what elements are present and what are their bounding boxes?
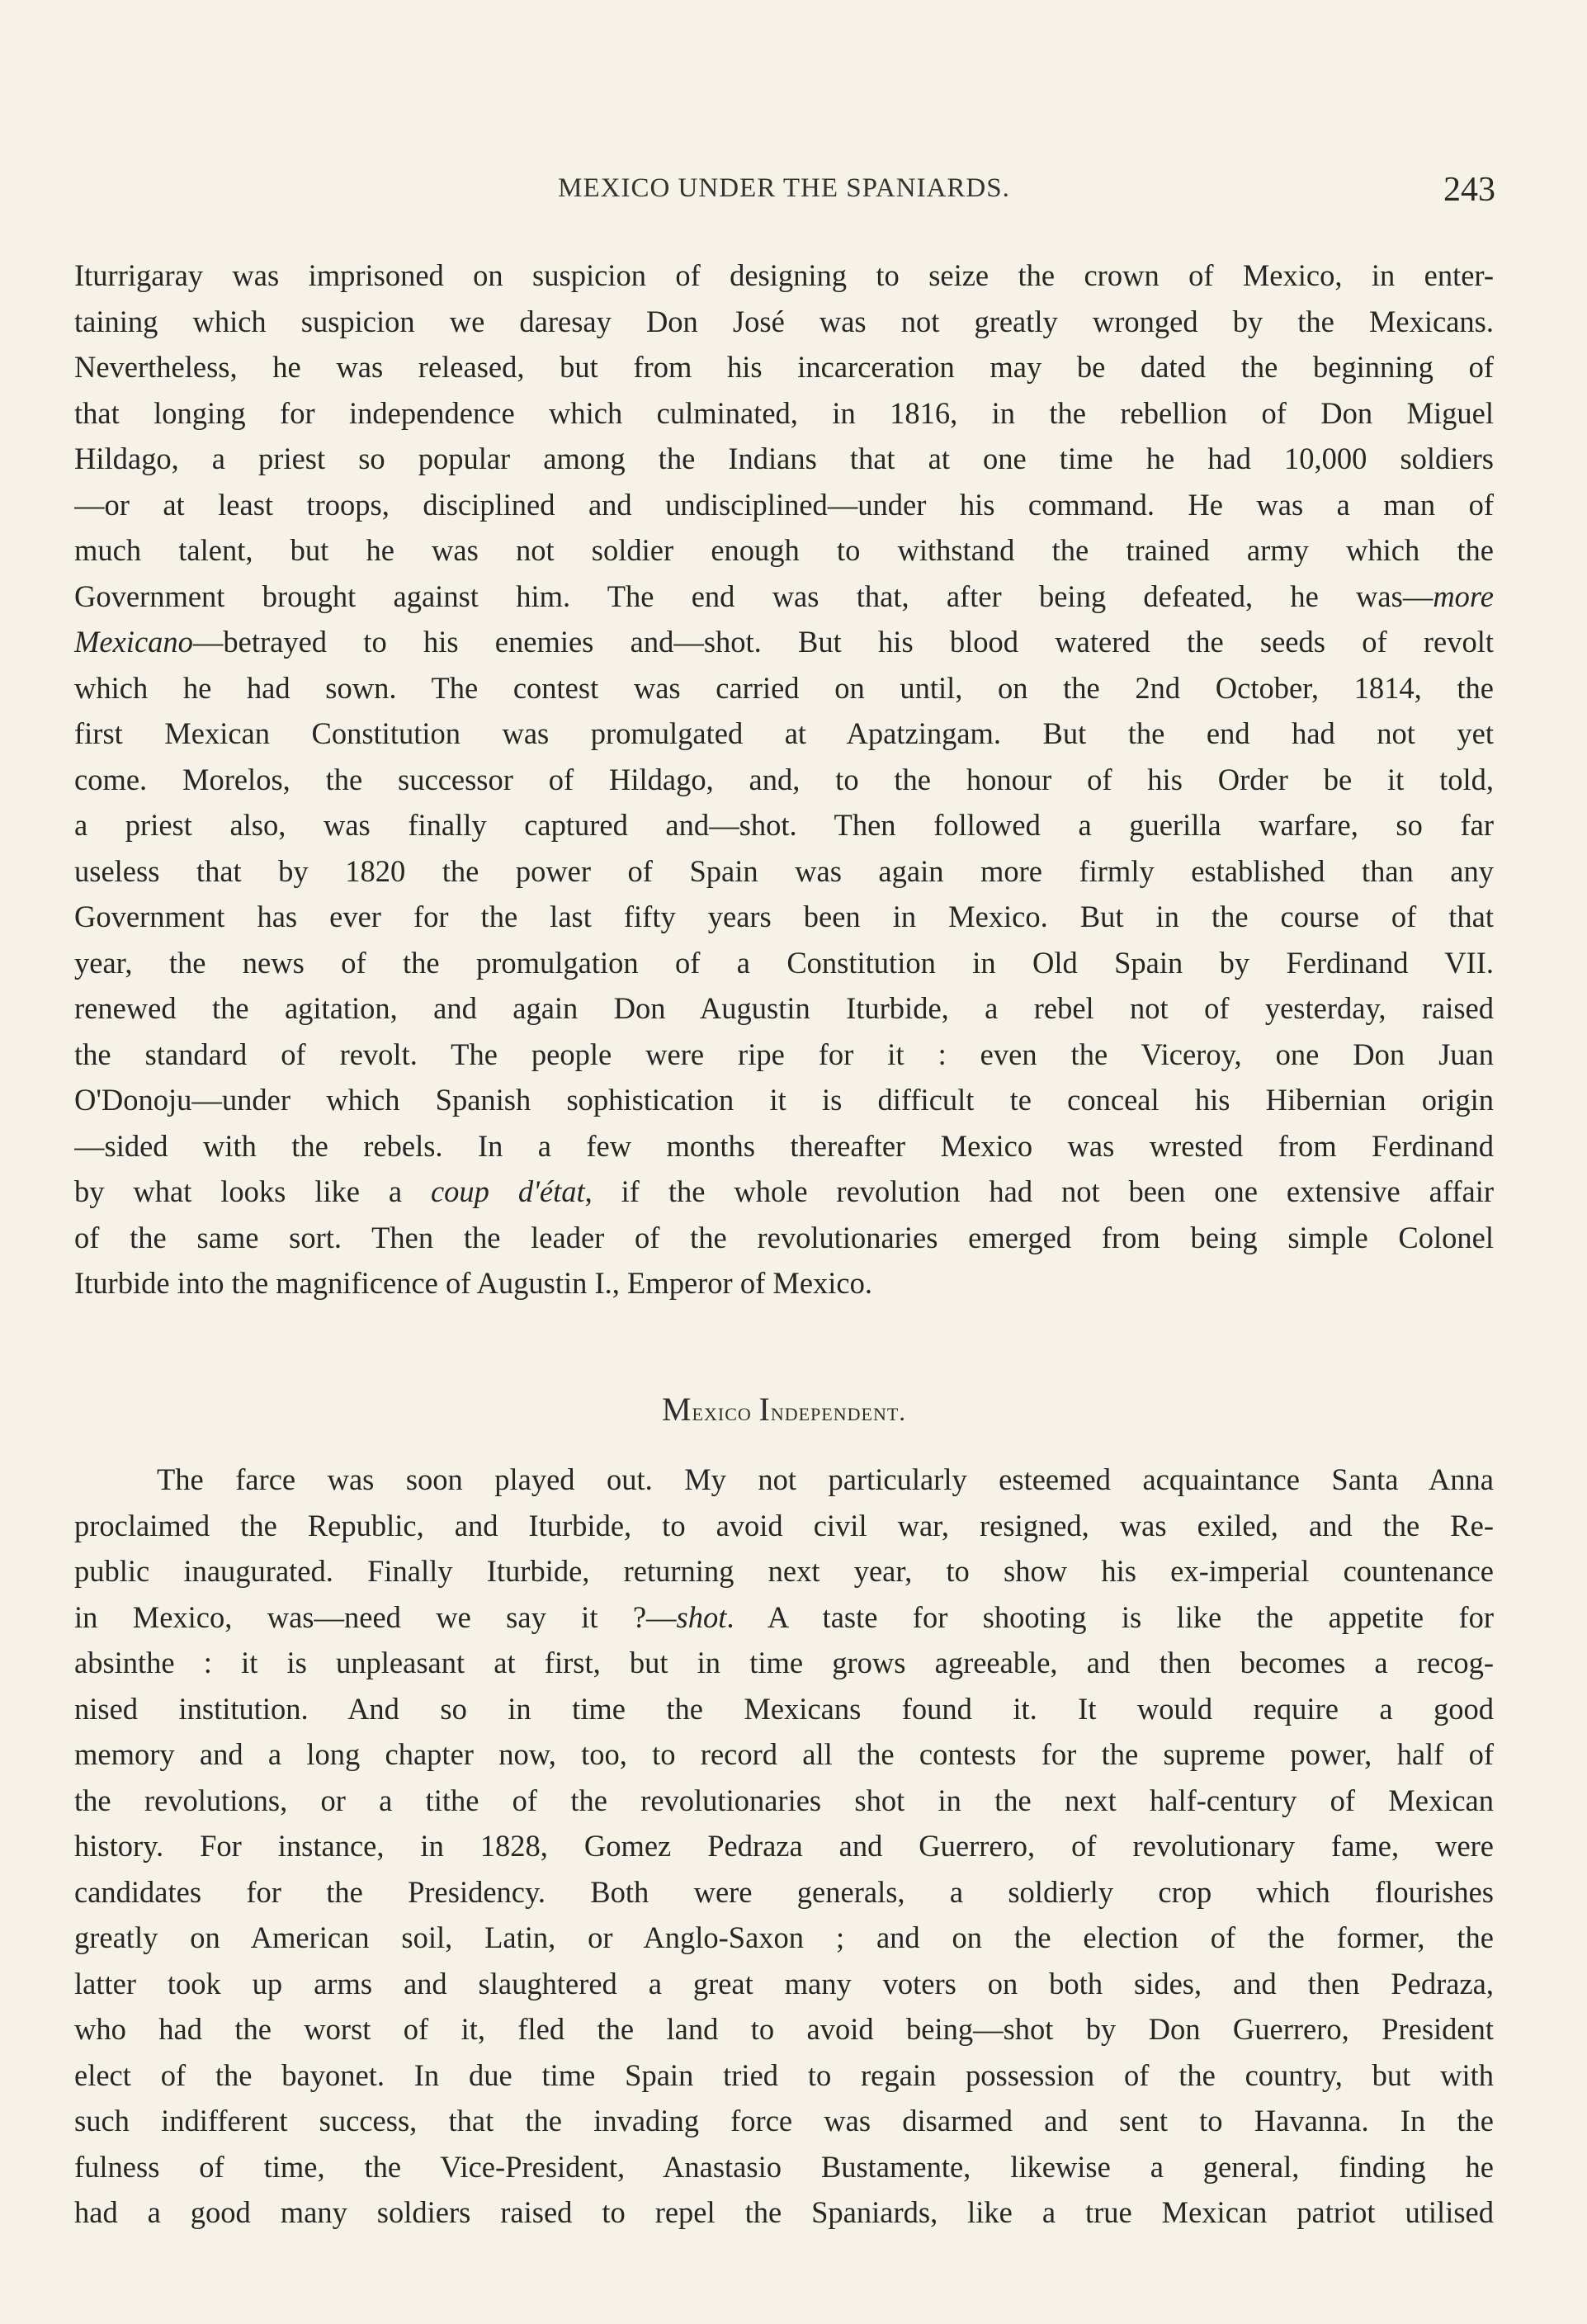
text-line: year, the news of the promulgation of a Constitution in Old Spain by Ferdinand VII. bbox=[74, 945, 1494, 980]
text-line: Iturrigaray was imprisoned on suspicion of designing to seize the crown of Mexico, in enter- bbox=[74, 258, 1494, 292]
text-line: had a good many soldiers raised to repel the Spaniards, like a true Mexican patriot utilised bbox=[74, 2195, 1494, 2229]
text-line: candidates for the Presidency. Both were generals, a soldierly crop which flourishes bbox=[74, 1874, 1494, 1909]
text-line: The farce was soon played out. My not particularly esteemed acquaintance Santa Anna bbox=[157, 1462, 1494, 1496]
text-line: renewed the agitation, and again Don Augustin Iturbide, a rebel not of yesterday, raised bbox=[74, 991, 1494, 1025]
running-title: MEXICO UNDER THE SPANIARDS. bbox=[558, 173, 1010, 203]
paragraph-2 bbox=[74, 1457, 1494, 2236]
text-line: memory and a long chapter now, too, to record all the contests for the supreme power, half of bbox=[74, 1737, 1494, 1771]
text-line: latter took up arms and slaughtered a great many voters on both sides, and then Pedraza, bbox=[74, 1966, 1494, 2000]
heading-text: exico bbox=[692, 1397, 759, 1426]
text-segment: Government brought against him. The end was that, after being defeated, he was— bbox=[74, 579, 1433, 613]
text-line: proclaimed the Republic, and Iturbide, to avoid civil war, resigned, was exiled, and the Re- bbox=[74, 1508, 1494, 1542]
italic-coup-detat: coup d'état bbox=[430, 1174, 585, 1208]
paragraph-1 bbox=[74, 253, 1494, 1306]
text-line: which he had sown. The contest was carried on until, on the 2nd October, 1814, the bbox=[74, 670, 1494, 705]
text-line: taining which suspicion we daresay Don José was not greatly wronged by the Mexicans. bbox=[74, 304, 1494, 338]
page-number: 243 bbox=[1443, 171, 1495, 209]
text-line: of the same sort. Then the leader of the revolutionaries emerged from being simple Colonel bbox=[74, 1220, 1494, 1254]
heading-initial: M bbox=[661, 1391, 692, 1428]
text-line: that longing for independence which culminated, in 1816, in the rebellion of Don Miguel bbox=[74, 395, 1494, 430]
text-line: useless that by 1820 the power of Spain was again more firmly established than any bbox=[74, 853, 1494, 888]
text-line: greatly on American soil, Latin, or Anglo-Saxon ; and on the election of the former, the bbox=[74, 1920, 1494, 1954]
text-line: the revolutions, or a tithe of the revolutionaries shot in the next half-century of Mexican bbox=[74, 1783, 1494, 1817]
text-line: such indifferent success, that the invading force was disarmed and sent to Havanna. In the bbox=[74, 2104, 1494, 2137]
text-line: —sided with the rebels. In a few months thereafter Mexico was wrested from Ferdinand bbox=[74, 1128, 1494, 1163]
text-segment: by what looks like a bbox=[74, 1174, 431, 1208]
text-line bbox=[74, 574, 1494, 620]
text-segment: —betrayed to his enemies and—shot. But his blood watered the seeds of revolt bbox=[192, 625, 1494, 659]
text-line: Nevertheless, he was released, but from his incarceration may be dated the beginning of bbox=[74, 350, 1494, 384]
text-line: Government has ever for the last fifty years been in Mexico. But in the course of that bbox=[74, 900, 1494, 933]
text-line: a priest also, was finally captured and—shot. Then followed a guerilla warfare, so far bbox=[74, 808, 1494, 842]
italic-shot: shot bbox=[676, 1599, 727, 1634]
text-segment: , if the whole revolution had not been one extensive affair bbox=[584, 1174, 1494, 1208]
text-line: first Mexican Constitution was promulgated at Apatzingam. But the end had not yet bbox=[74, 716, 1494, 750]
text-line bbox=[74, 1594, 1494, 1641]
text-line: the standard of revolt. The people were ripe for it : even the Viceroy, one Don Juan bbox=[74, 1037, 1494, 1071]
text-line: who had the worst of it, fled the land to avoid being—shot by Don Guerrero, President bbox=[74, 2012, 1494, 2046]
heading-text: ndependent. bbox=[770, 1397, 907, 1426]
text-line: O'Donoju—under which Spanish sophistication it is difficult te conceal his Hibernian origin bbox=[74, 1083, 1494, 1117]
text-line: Iturbide into the magnificence of Augustin I., Emperor of Mexico. bbox=[74, 1266, 872, 1300]
text-segment: in Mexico, was—need we say it ?— bbox=[74, 1599, 677, 1634]
text-line: history. For instance, in 1828, Gomez Pedraza and Guerrero, of revolutionary fame, were bbox=[74, 1829, 1494, 1863]
text-line: absinthe : it is unpleasant at first, but in time grows agreeable, and then becomes a recog- bbox=[74, 1646, 1494, 1679]
italic-mexicano: Mexicano bbox=[74, 625, 193, 659]
text-line: public inaugurated. Finally Iturbide, returning next year, to show his ex-imperial countenance bbox=[74, 1554, 1494, 1588]
text-line: —or at least troops, disciplined and undisciplined—under his command. He was a man of bbox=[74, 487, 1494, 522]
text-segment: . A taste for shooting is like the appetite for bbox=[726, 1599, 1494, 1634]
text-line: much talent, but he was not soldier enough to withstand the trained army which the bbox=[74, 533, 1494, 567]
running-head bbox=[74, 173, 1494, 215]
heading-initial: I bbox=[758, 1391, 771, 1428]
text-line: elect of the bayonet. In due time Spain tried to regain possession of the country, but with bbox=[74, 2057, 1494, 2092]
text-line: Hildago, a priest so popular among the Indians that at one time he had 10,000 soldiers bbox=[74, 442, 1494, 475]
text-line: nised institution. And so in time the Mexicans found it. It would require a good bbox=[74, 1691, 1494, 1726]
text-line: come. Morelos, the successor of Hildago, and, to the honour of his Order be it told, bbox=[74, 762, 1494, 796]
text-line: fulness of time, the Vice-President, Anastasio Bustamente, likewise a general, finding he bbox=[74, 2149, 1494, 2184]
italic-more: more bbox=[1433, 579, 1494, 613]
text-line bbox=[74, 619, 1494, 665]
section-heading bbox=[74, 1390, 1494, 1429]
text-line bbox=[74, 1169, 1494, 1215]
